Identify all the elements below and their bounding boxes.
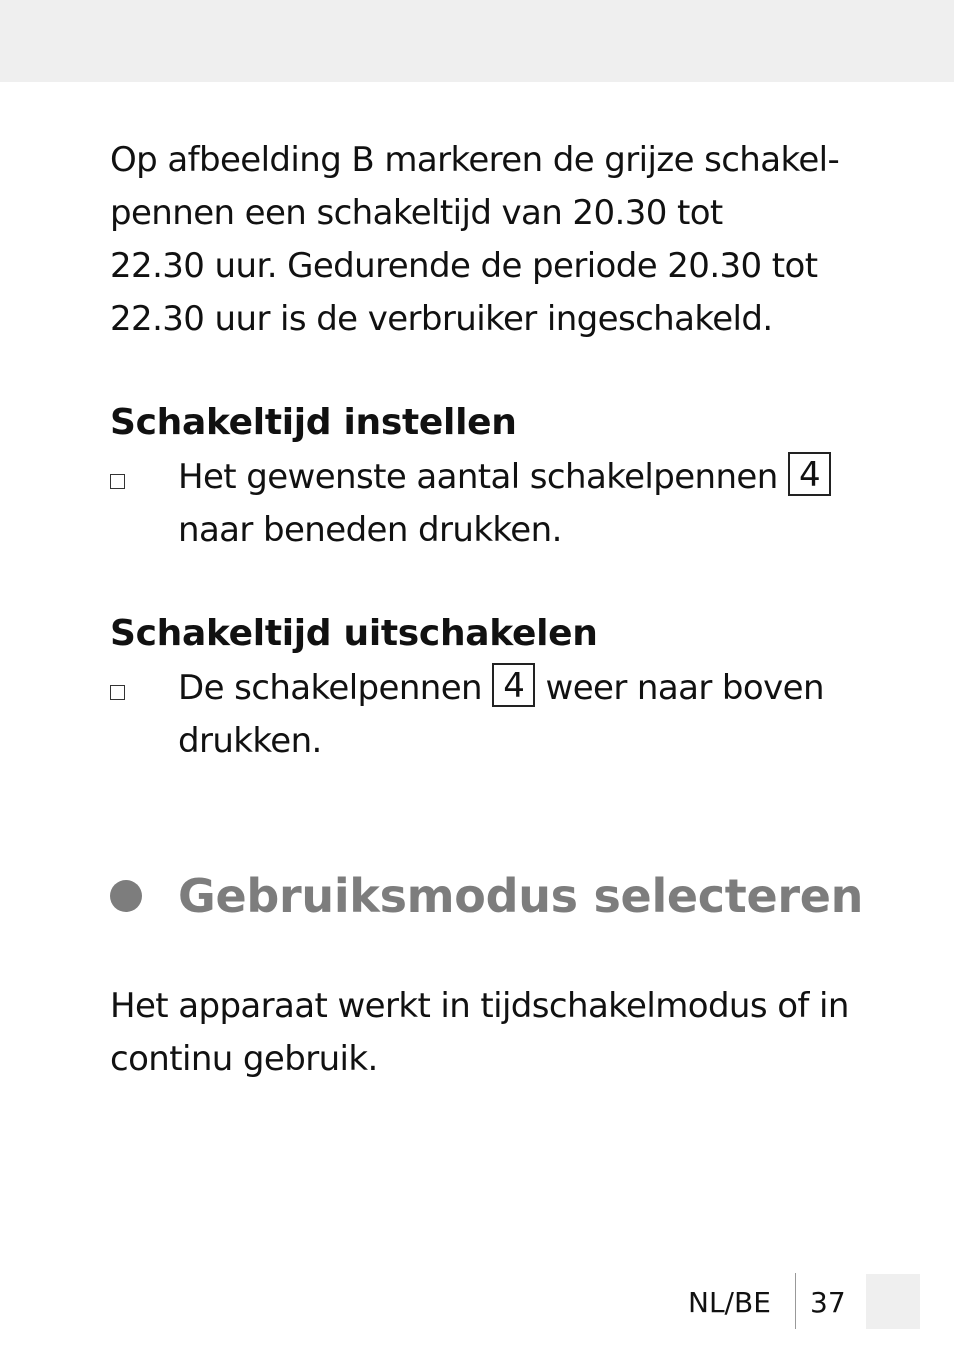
intro-paragraph <box>110 134 870 346</box>
intro-line-3: 22.30 uur. Gedurende de periode 20.30 tot <box>110 246 818 286</box>
disable-time-line1-end: weer naar boven <box>545 668 824 708</box>
page-number: 37 <box>810 1286 846 1319</box>
intro-line-1: Op afbeelding B markeren de grijze schakel- <box>110 140 840 180</box>
mode-line-1: Het apparaat werkt in tijdschakelmodus of in <box>110 986 849 1026</box>
reference-box: 4 <box>788 452 831 496</box>
mode-paragraph <box>110 980 870 1086</box>
footer-tab <box>866 1274 920 1329</box>
heading-set-time: Schakeltijd instellen <box>110 402 517 443</box>
bullet-disable-time <box>110 662 870 768</box>
set-time-line2: naar beneden drukken. <box>178 510 562 550</box>
heading-disable-time: Schakeltijd uitschakelen <box>110 613 598 654</box>
disable-time-line2: drukken. <box>178 721 322 761</box>
set-time-line1: Het gewenste aantal schakelpennen <box>178 457 778 497</box>
mode-line-2: continu gebruik. <box>110 1039 378 1079</box>
checkbox-bullet-icon <box>110 474 125 489</box>
section-title-row <box>110 866 863 926</box>
circle-bullet-icon <box>110 880 142 912</box>
intro-line-4: 22.30 uur is de verbruiker ingeschakeld. <box>110 299 773 339</box>
footer-divider <box>795 1273 796 1329</box>
section-title: Gebruiksmodus selecteren <box>178 869 864 923</box>
bullet-set-time-text <box>178 451 870 557</box>
bullet-set-time <box>110 451 870 557</box>
intro-line-2: pennen een schakeltijd van 20.30 tot <box>110 193 723 233</box>
checkbox-bullet-icon <box>110 685 125 700</box>
disable-time-line1-start: De schakelpennen <box>178 668 483 708</box>
footer-language: NL/BE <box>688 1286 771 1319</box>
header-band <box>0 0 954 82</box>
reference-box: 4 <box>492 663 535 707</box>
bullet-disable-time-text <box>178 662 870 768</box>
